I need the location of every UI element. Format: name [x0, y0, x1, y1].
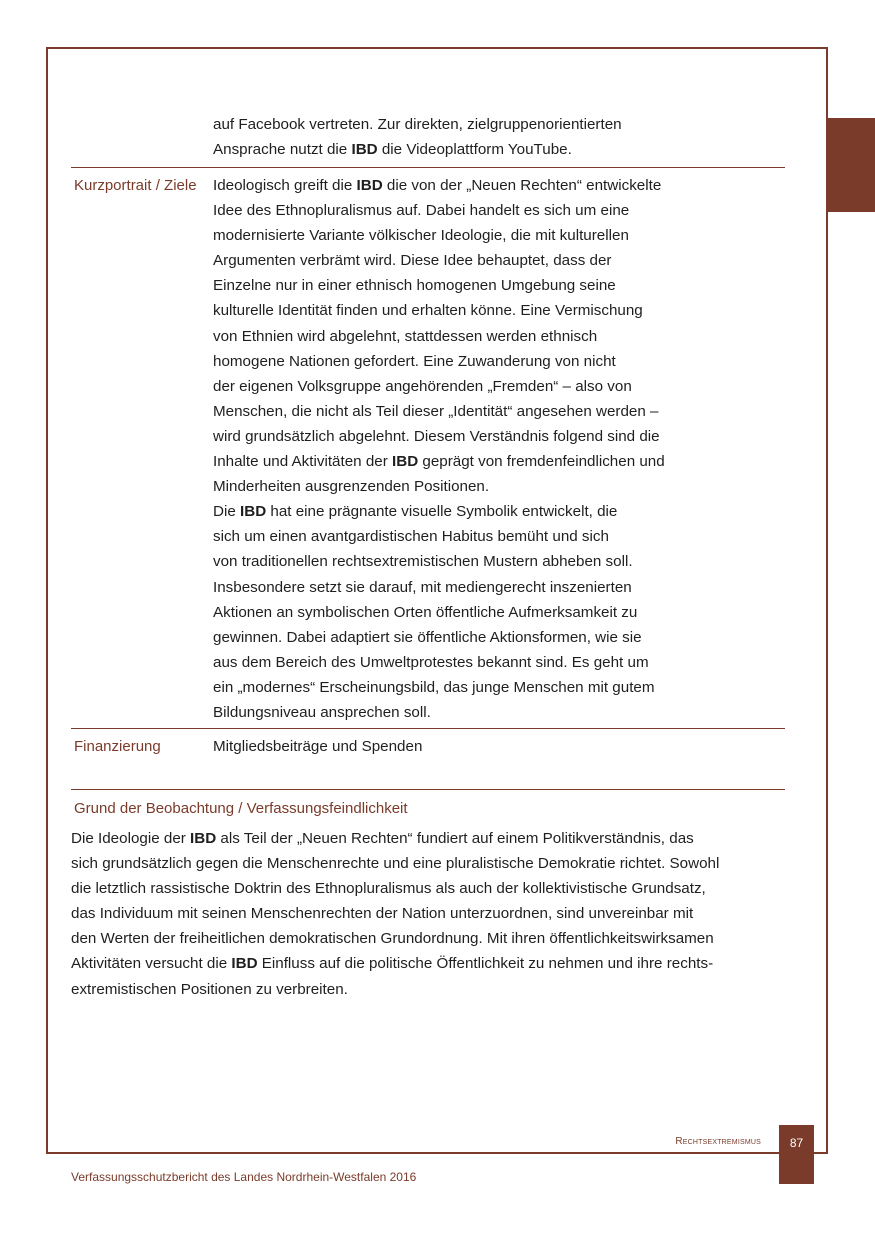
- chapter-tab: [828, 118, 875, 212]
- page-number-box: [779, 1125, 814, 1184]
- continued-row-text: [213, 112, 713, 162]
- text-line: auf Facebook vertreten. Zur direkten, zielgruppenorientierten: [213, 116, 622, 133]
- text-line: modernisierte Variante völkischer Ideologie, die mit kulturellen: [213, 227, 629, 245]
- text-line: Die Ideologie der IBD als Teil der „Neuen Rechten“ fundiert auf einem Politikverständnis, das: [71, 830, 694, 847]
- text-line: Ansprache nutzt die IBD die Videoplattform YouTube.: [213, 141, 572, 159]
- footer-source: Verfassungsschutzbericht des Landes Nordrhein-Westfalen 2016: [71, 1170, 417, 1184]
- finanzierung-text: [213, 734, 713, 759]
- footer-section-label: Rechtsextremismus: [675, 1136, 761, 1147]
- text-line: von traditionellen rechtsextremistischen Mustern abheben soll.: [213, 553, 633, 571]
- emphasis: IBD: [240, 503, 267, 521]
- section-title: Grund der Beobachtung / Verfassungsfeindlichkeit: [74, 800, 408, 817]
- text-line: kulturelle Identität finden und erhalten könne. Eine Vermischung: [213, 302, 643, 320]
- text-line: gewinnen. Dabei adaptiert sie öffentliche Aktionsformen, wie sie: [213, 628, 642, 646]
- table-divider: [71, 167, 785, 168]
- text-line: Einzelne nur in einer ethnisch homogenen Umgebung seine: [213, 277, 616, 295]
- table-divider: [71, 728, 785, 729]
- row-label-finanzierung: Finanzierung: [74, 738, 161, 755]
- finanzierung-value: Mitgliedsbeiträge und Spenden: [213, 738, 423, 755]
- text-line: Argumenten verbrämt wird. Diese Idee behauptet, dass der: [213, 252, 612, 270]
- text-line: den Werten der freiheitlichen demokratischen Grundordnung. Mit ihren öffentlichkeitswirksamen: [71, 930, 714, 948]
- emphasis: IBD: [351, 141, 378, 159]
- emphasis: IBD: [190, 830, 217, 847]
- page-number: 87: [789, 1136, 804, 1150]
- text-line: Inhalte und Aktivitäten der IBD geprägt von fremdenfeindlichen und: [213, 453, 665, 471]
- text-line: von Ethnien wird abgelehnt, stattdessen werden ethnisch: [213, 327, 598, 345]
- text-line: Bildungsniveau ansprechen soll.: [213, 703, 431, 721]
- emphasis: IBD: [231, 955, 258, 973]
- emphasis: IBD: [356, 177, 383, 194]
- text-line: sich grundsätzlich gegen die Menschenrechte und eine pluralistische Demokratie richtet. Sowohl: [71, 855, 720, 873]
- text-line: wird grundsätzlich abgelehnt. Diesem Verständnis folgend sind die: [213, 427, 660, 445]
- text-line: Menschen, die nicht als Teil dieser „Identität“ angesehen werden –: [213, 402, 659, 420]
- text-line: der eigenen Volksgruppe angehörenden „Fremden“ – also von: [213, 377, 632, 395]
- kurzportrait-text: [213, 173, 713, 725]
- text-line: das Individuum mit seinen Menschenrechten der Nation unterzuordnen, sind unvereinbar mit: [71, 905, 694, 923]
- table-divider: [71, 789, 785, 790]
- section-body: [71, 826, 791, 1002]
- text-line: Aktivitäten versucht die IBD Einfluss auf die politische Öffentlichkeit zu nehmen und ihre rechts-: [71, 955, 714, 973]
- text-line: Die IBD hat eine prägnante visuelle Symbolik entwickelt, die: [213, 503, 618, 521]
- text-line: aus dem Bereich des Umweltprotestes bekannt sind. Es geht um: [213, 653, 649, 671]
- text-line: ein „modernes“ Erscheinungsbild, das junge Menschen mit gutem: [213, 678, 655, 696]
- text-line: Idee des Ethnopluralismus auf. Dabei handelt es sich um eine: [213, 202, 630, 220]
- text-line: Ideologisch greift die IBD die von der „Neuen Rechten“ entwickelte: [213, 177, 662, 194]
- text-line: Minderheiten ausgrenzenden Positionen.: [213, 478, 490, 496]
- text-line: extremistischen Positionen zu verbreiten.: [71, 980, 348, 998]
- text-line: sich um einen avantgardistischen Habitus bemüht und sich: [213, 528, 609, 546]
- emphasis: IBD: [392, 453, 419, 471]
- text-line: Aktionen an symbolischen Orten öffentliche Aufmerksamkeit zu: [213, 603, 638, 621]
- row-label-kurzportrait: Kurzportrait / Ziele: [74, 177, 197, 194]
- text-line: die letztlich rassistische Doktrin des Ethnopluralismus als auch der kollektivistische Grundsatz,: [71, 880, 706, 898]
- text-line: Insbesondere setzt sie darauf, mit mediengerecht inszenierten: [213, 578, 632, 596]
- text-line: homogene Nationen gefordert. Eine Zuwanderung von nicht: [213, 352, 616, 370]
